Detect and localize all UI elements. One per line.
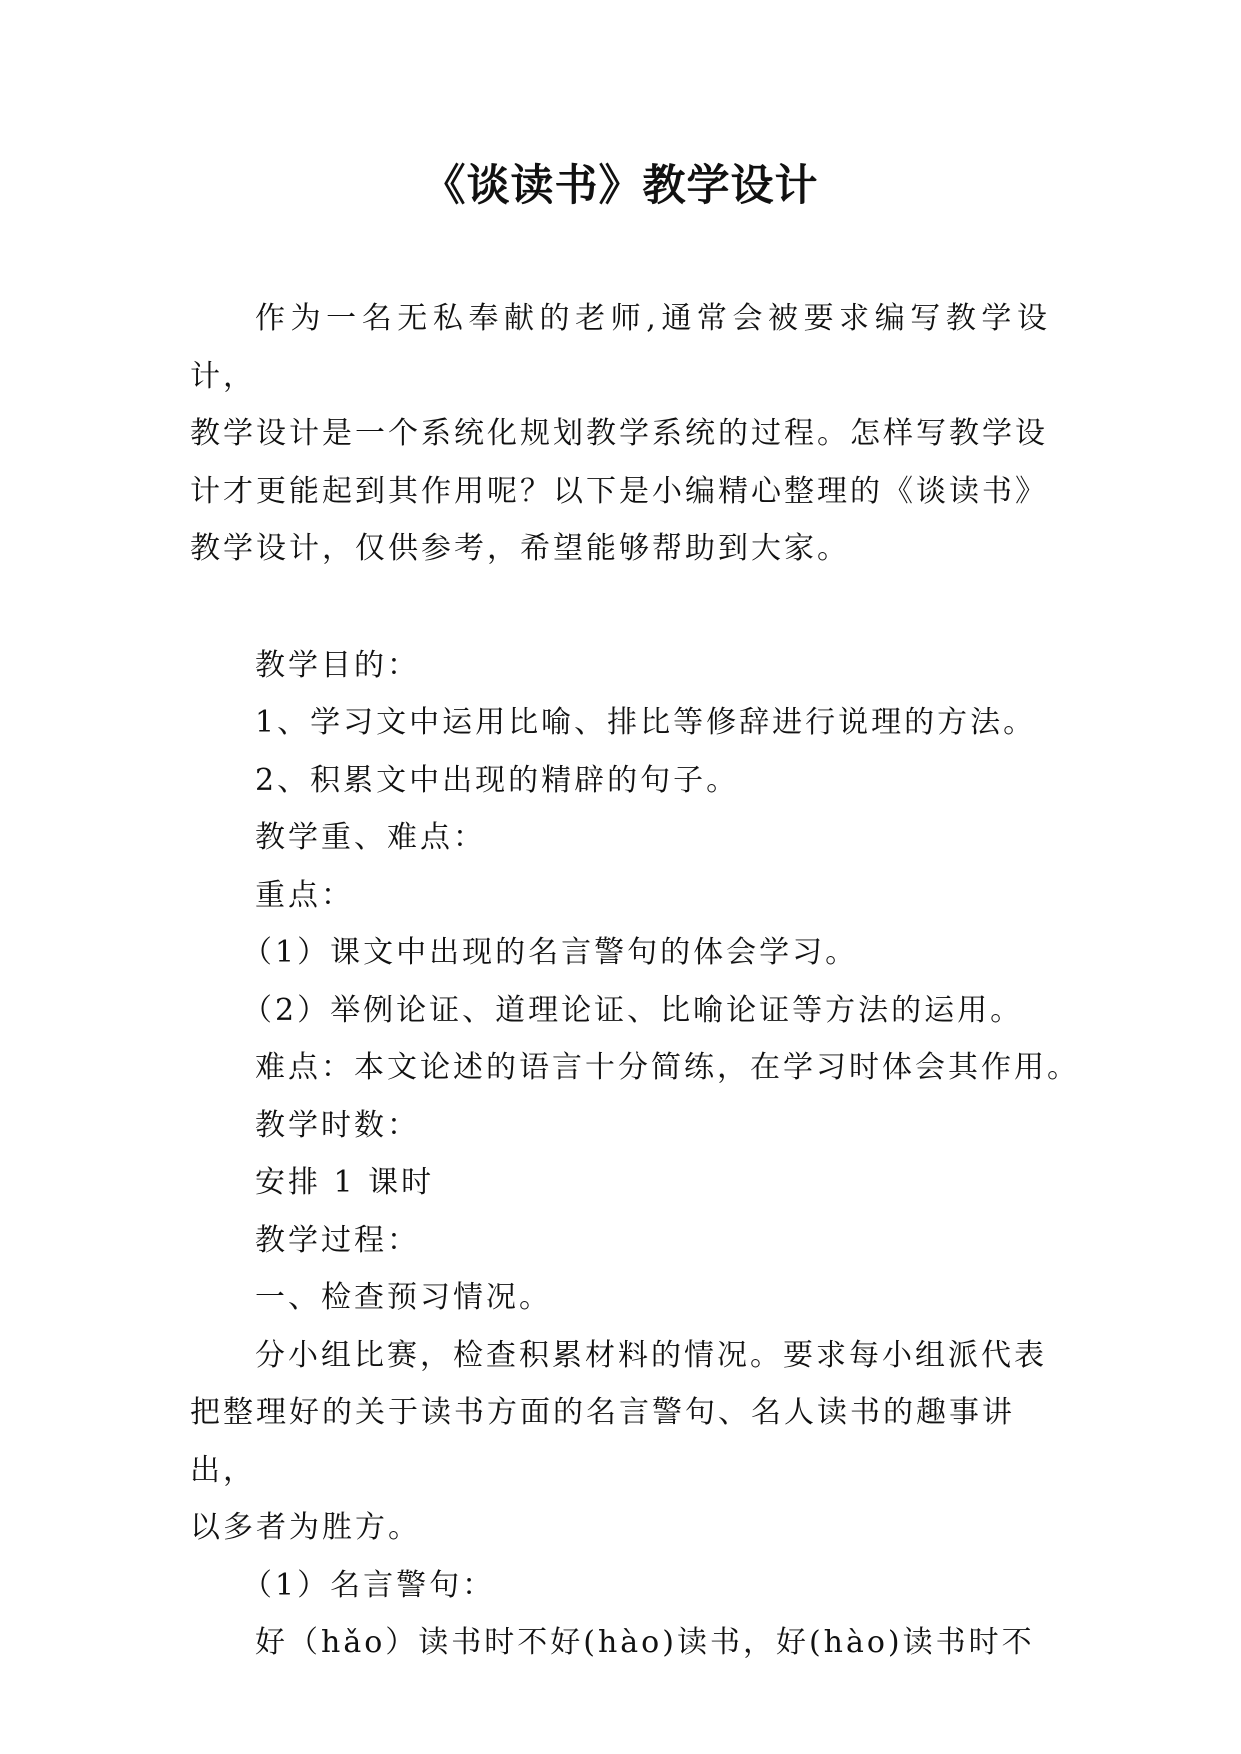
objectives-heading: 教学目的： (255, 647, 420, 683)
intro-line: 教学设计，仅供参考，希望能够帮助到大家。 (190, 531, 850, 566)
step-heading: 一、检查预习情况。 (255, 1280, 552, 1315)
step-paragraph-line: 把整理好的关于读书方面的名言警句、名人读书的趣事讲出， (190, 1395, 1015, 1488)
key-points-label: 重点： (255, 877, 354, 913)
intro-line: 作为一名无私奉献的老师,通常会被要求编写教学设计， (190, 301, 1050, 394)
paragraph-gap (190, 578, 1050, 637)
hours-heading: 教学时数： (255, 1107, 420, 1143)
quote-line: 好（hǎo）读书时不好(hào)读书，好(hào)读书时不 (255, 1625, 1035, 1660)
objective-item: 1、学习文中运用比喻、排比等修辞进行说理的方法。 (255, 705, 1037, 740)
step-paragraph-line: 以多者为胜方。 (190, 1510, 421, 1545)
key-point-item: （2）举例论证、道理论证、比喻论证等方法的运用。 (242, 992, 1024, 1028)
quotes-label: （1）名言警句： (242, 1567, 496, 1603)
step-paragraph-line: 分小组比赛，检查积累材料的情况。要求每小组派代表 (255, 1337, 1047, 1373)
objective-item: 2、积累文中出现的精辟的句子。 (255, 762, 740, 798)
document-title: 《谈读书》教学设计 (422, 161, 819, 211)
key-point-item: （1）课文中出现的名言警句的体会学习。 (242, 935, 859, 970)
hours-value: 安排 1 课时 (255, 1165, 435, 1200)
intro-line: 教学设计是一个系统化规划教学系统的过程。怎样写教学设 (190, 416, 1048, 451)
key-points-heading: 教学重、难点： (255, 820, 486, 855)
process-heading: 教学过程： (255, 1222, 420, 1258)
document-body (190, 290, 1080, 1672)
difficulty-text: 难点：本文论述的语言十分简练，在学习时体会其作用。 (255, 1050, 1080, 1085)
intro-line: 计才更能起到其作用呢？以下是小编精心整理的《谈读书》 (190, 473, 1048, 509)
